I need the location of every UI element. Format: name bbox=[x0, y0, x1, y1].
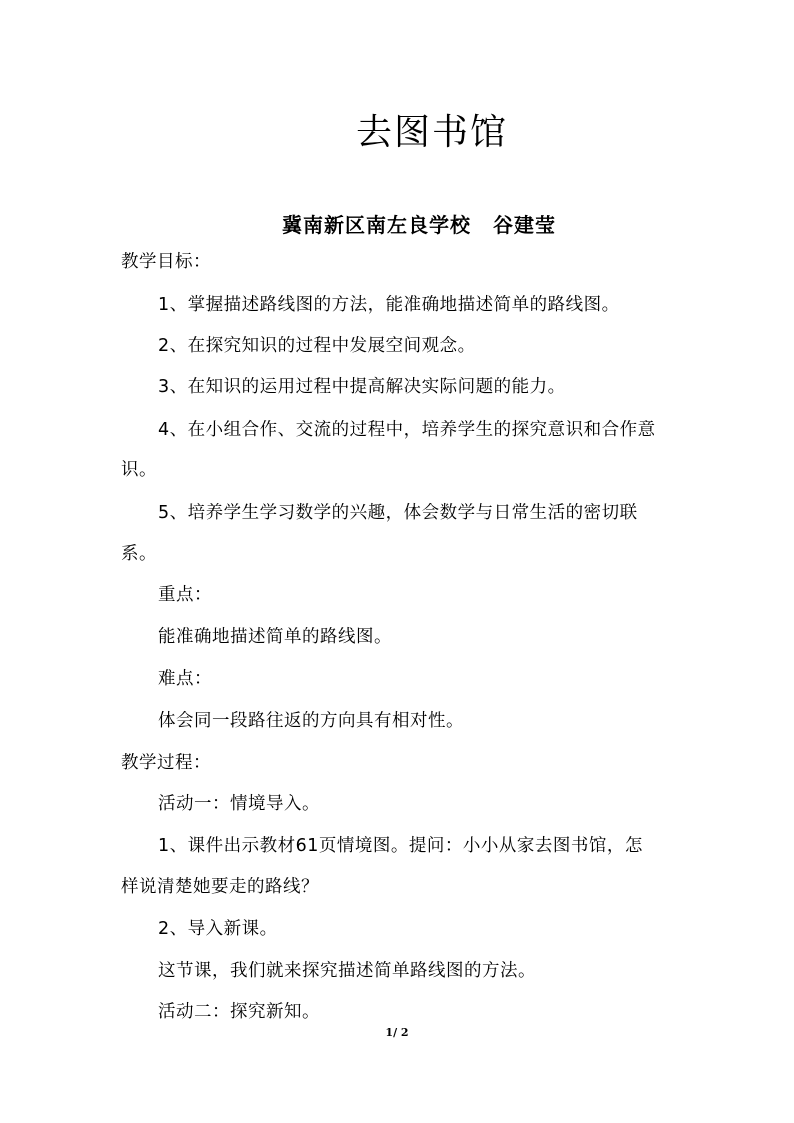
document-title: 去图书馆 bbox=[355, 112, 508, 153]
activity-1-step-1: 1、课件出示教材61页情境图。提问：小小从家去图书馆，怎 bbox=[158, 836, 643, 856]
author-name: 谷建莹 bbox=[493, 213, 556, 237]
difficulty-text: 体会同一段路往返的方向具有相对性。 bbox=[158, 711, 464, 731]
author-school: 冀南新区南左良学校 bbox=[282, 213, 471, 237]
objective-4: 4、在小组合作、交流的过程中，培养学生的探究意识和合作意 bbox=[158, 420, 656, 440]
activity-1-heading: 活动一：情境导入。 bbox=[158, 794, 320, 814]
objective-5-continued: 系。 bbox=[121, 544, 157, 564]
difficulty-heading: 难点： bbox=[158, 669, 212, 689]
objective-5: 5、培养学生学习数学的兴趣，体会数学与日常生活的密切联 bbox=[158, 503, 638, 523]
section-heading-objectives: 教学目标： bbox=[121, 252, 211, 272]
page-number: 1/ 2 bbox=[385, 1026, 409, 1039]
activity-1-step-1-continued: 样说清楚她要走的路线？ bbox=[121, 877, 319, 897]
author-line bbox=[282, 209, 556, 238]
activity-1-step-2: 2、导入新课。 bbox=[158, 919, 278, 939]
section-heading-process: 教学过程： bbox=[121, 753, 211, 773]
objective-3: 3、在知识的运用过程中提高解决实际问题的能力。 bbox=[158, 377, 566, 397]
key-point-heading: 重点： bbox=[158, 585, 212, 605]
activity-2-heading: 活动二：探究新知。 bbox=[158, 1002, 320, 1022]
key-point-text: 能准确地描述简单的路线图。 bbox=[158, 627, 392, 647]
objective-1: 1、掌握描述路线图的方法，能准确地描述简单的路线图。 bbox=[158, 295, 620, 315]
objective-2: 2、在探究知识的过程中发展空间观念。 bbox=[158, 336, 476, 356]
activity-1-step-2-text: 这节课，我们就来探究描述简单路线图的方法。 bbox=[158, 961, 536, 981]
objective-4-continued: 识。 bbox=[121, 460, 157, 480]
